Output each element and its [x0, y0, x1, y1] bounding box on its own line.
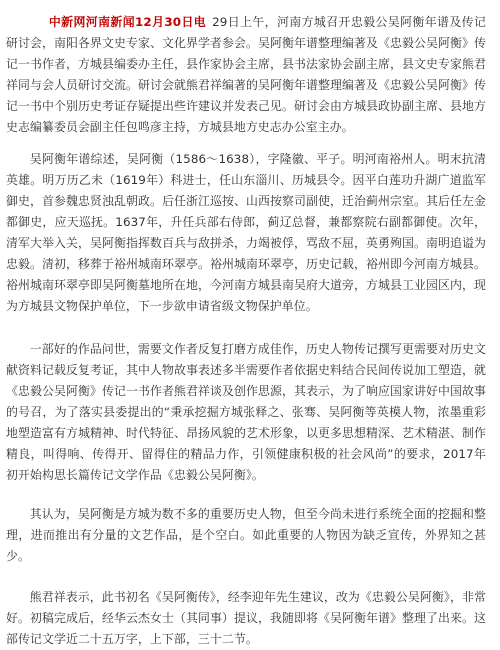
paragraph-intro: [6, 12, 486, 138]
news-dateline: 中新网河南新闻12月30日电: [48, 15, 207, 29]
paragraph-biography: 吴阿衡年谱综述，吴阿衡（1586～1638），字隆徽、平子。明河南裕州人。明末抗清英雄。明万历乙未（1619年）科进士，任山东淄川、历城县令。因平白莲功升湖广道监军御史，首参魏忠贤浊乱朝政。后任浙江巡按、山西按察司副使，迁治蓟州宗室。其后任左金都御史，应天巡抚。1637年，升任兵部右侍郎，蓟辽总督，兼都察院右副都御使。次年，清军大举入关，吴阿衡指挥数百兵与敌拼杀，力竭被俘，骂敌不屈，英勇殉国。南明追谥为忠毅。清初，移葬于裕州城南环翠亭。裕州城南环翠亭，历史记载，裕州即今河南方城县。裕州城南环翠亭即吴阿衡墓地所在地，今河南方城县南吴府大道旁，方城县工业园区内，现为方城县文物保护单位，下一步欲申请省级文物保护单位。: [6, 152, 486, 313]
paragraph-significance: 其认为，吴阿衡是方城为数不多的重要历史人物，但至今尚未进行系统全面的挖掘和整理，进而推出有分量的文艺作品，是个空白。如此重要的人物因为缺乏宣传，外界知之甚少。: [6, 507, 486, 563]
paragraph-intro-text: 29日上午，河南方城召开忠毅公吴阿衡年谱及传记研讨会，南阳各界文史专家、文化界学者参会。吴阿衡年谱整理编著及《忠毅公吴阿衡》传记一书作者，方城县编委办主任，县作家协会主席，县书法家协会副主席，县文史专家熊君祥同与会人员研讨交流。研讨会就熊君祥编著的吴阿衡年谱整理编著及《忠毅公吴阿衡》传记一书中个别历史考证存疑提出些许建议并发表己见。研讨会由方城县政协副主席、县地方史志编纂委员会副主任包鸣彦主持，方城县地方史志办公室主办。: [6, 15, 486, 134]
paragraph-book-info: 熊君祥表示，此书初名《吴阿衡传》，经李迎年先生建议，改为《忠毅公吴阿衡》，非常好。初稿完成后，经华云杰女士（其同事）提议，我随即将《吴阿衡年谱》整理了出来。这部传记文学近二十五万字，上下部，三十二节。: [6, 590, 486, 646]
paragraph-creation: 一部好的作品问世，需要文作者反复打磨方成佳作，历史人物传记撰写更需要对历史文献资料记载反复考证，其中人物故事表述多半需要作者依据史料结合民间传说加工塑造，就《忠毅公吴阿衡》传记一书作者熊君祥谈及创作思源，其表示，为了响应国家讲好中国故事的号召，为了落实县委提出的“秉承挖掘方城张释之、张骞、吴阿衡等英模人物，浓墨重彩地塑造富有方城精神、时代特征、昂扬风貌的艺术形象，以更多思想精深、艺术精湛、制作精良，叫得响、传得开、留得住的精品力作，引领健康积极的社会风尚”的要求，2017年初开始构思长篇传记文学作品《忠毅公吴阿衡》。: [6, 342, 486, 482]
